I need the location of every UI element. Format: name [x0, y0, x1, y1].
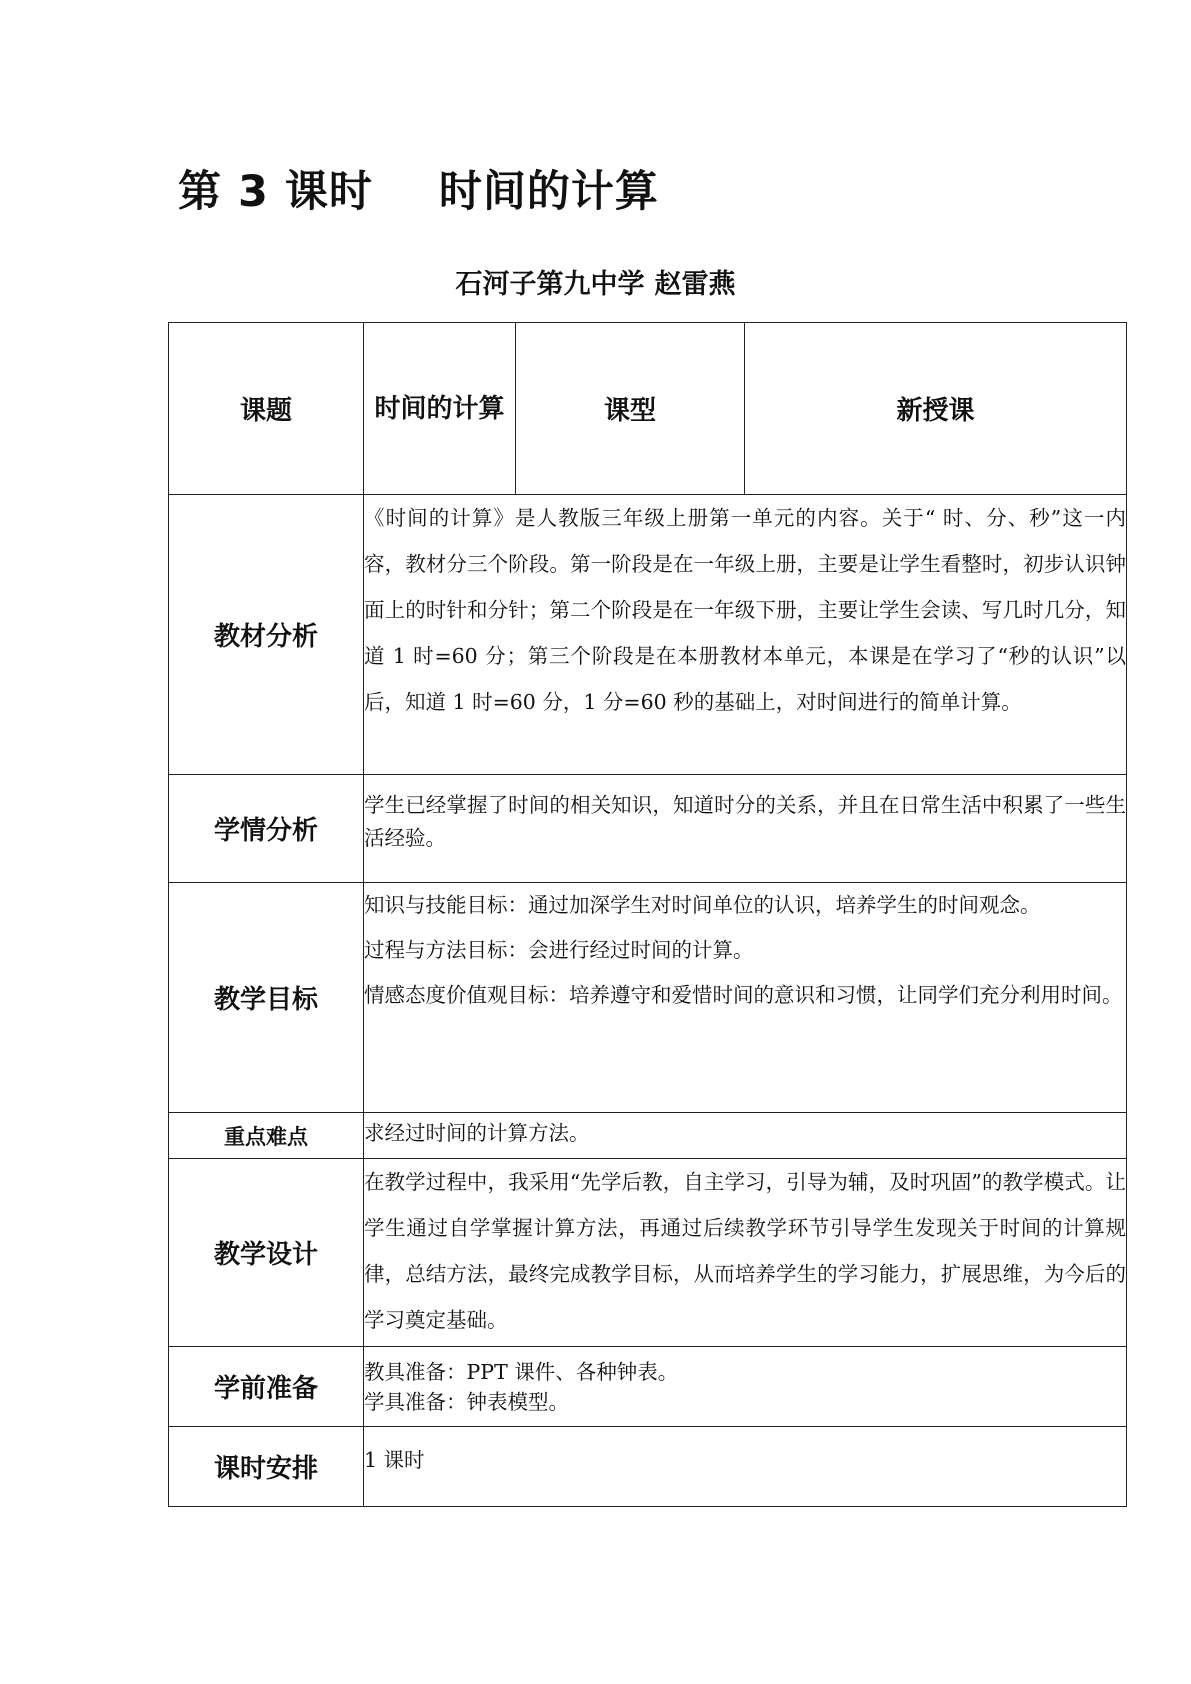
table-row: [169, 1427, 1127, 1507]
content-paragraph: 教具准备：PPT 课件、各种钟表。: [364, 1360, 679, 1384]
table-row: [169, 1347, 1127, 1427]
row-content: [364, 495, 1127, 775]
content-paragraph: 知识与技能目标：通过加深学生对时间单位的认识，培养学生的时间观念。: [364, 893, 1041, 917]
content-paragraph: 过程与方法目标：会进行经过时间的计算。: [364, 938, 754, 962]
lesson-plan-table: [168, 322, 1127, 1507]
content-paragraph: 《时间的计算》是人教版三年级上册第一单元的内容。关于“ 时、分、秒”这一内容，教材分三个阶段。第一阶段是在一年级上册，主要是让学生看整时，初步认识钟面上的时针和分针；第二个阶段是在一年级下册，主要让学生会读、写几时几分，知道 1 时=60 分；第三个阶段是在本册教材本单元，本课是在学习了“秒的认识”以后，知道 1 时=60 分，1 分=60 秒的基础上，对时间进行的简单计算。: [364, 506, 1126, 714]
row-content: [364, 1347, 1127, 1427]
table-row-topic: [169, 323, 1127, 495]
row-label: 学情分析: [169, 775, 364, 883]
row-label: 学前准备: [169, 1347, 364, 1427]
page-title: [178, 158, 659, 219]
table-row: [169, 1159, 1127, 1347]
author-name: 赵雷燕: [654, 269, 736, 300]
row-content: [364, 1427, 1127, 1507]
row-content: [364, 1113, 1127, 1159]
table-row: [169, 883, 1127, 1113]
row-label: 教学设计: [169, 1159, 364, 1347]
row-label: 教材分析: [169, 495, 364, 775]
row-content: [364, 1159, 1127, 1347]
content-paragraph: 求经过时间的计算方法。: [364, 1121, 590, 1145]
school-name: 石河子第九中学: [455, 269, 645, 300]
content-paragraph: 1 课时: [364, 1448, 425, 1472]
row-label: 重点难点: [169, 1113, 364, 1159]
content-paragraph: 学生已经掌握了时间的相关知识，知道时分的关系，并且在日常生活中积累了一些生活经验。: [364, 793, 1126, 850]
type-value: 新授课: [745, 323, 1127, 495]
topic-value-cell: [364, 323, 516, 495]
row-label: 课时安排: [169, 1427, 364, 1507]
topic-label: 课题: [169, 323, 364, 495]
table-row: [169, 1113, 1127, 1159]
author-line: [0, 262, 1191, 301]
table-row: [169, 495, 1127, 775]
content-paragraph: 情感态度价值观目标：培养遵守和爱惜时间的意识和习惯，让同学们充分利用时间。: [364, 983, 1123, 1007]
type-label: 课型: [516, 323, 745, 495]
table-row: [169, 775, 1127, 883]
row-content: [364, 775, 1127, 883]
content-paragraph: 在教学过程中，我采用“先学后教，自主学习，引导为辅，及时巩固”的教学模式。让学生通过自学掌握计算方法，再通过后续教学环节引导学生发现关于时间的计算规律，总结方法，最终完成教学目标，从而培养学生的学习能力，扩展思维，为今后的学习奠定基础。: [364, 1170, 1126, 1332]
topic-value: 时间的计算: [374, 393, 505, 424]
lesson-number: 第 3 课时: [178, 167, 373, 217]
content-paragraph: 学具准备：钟表模型。: [364, 1390, 569, 1414]
row-content: [364, 883, 1127, 1113]
row-label: 教学目标: [169, 883, 364, 1113]
lesson-title: 时间的计算: [438, 167, 659, 217]
